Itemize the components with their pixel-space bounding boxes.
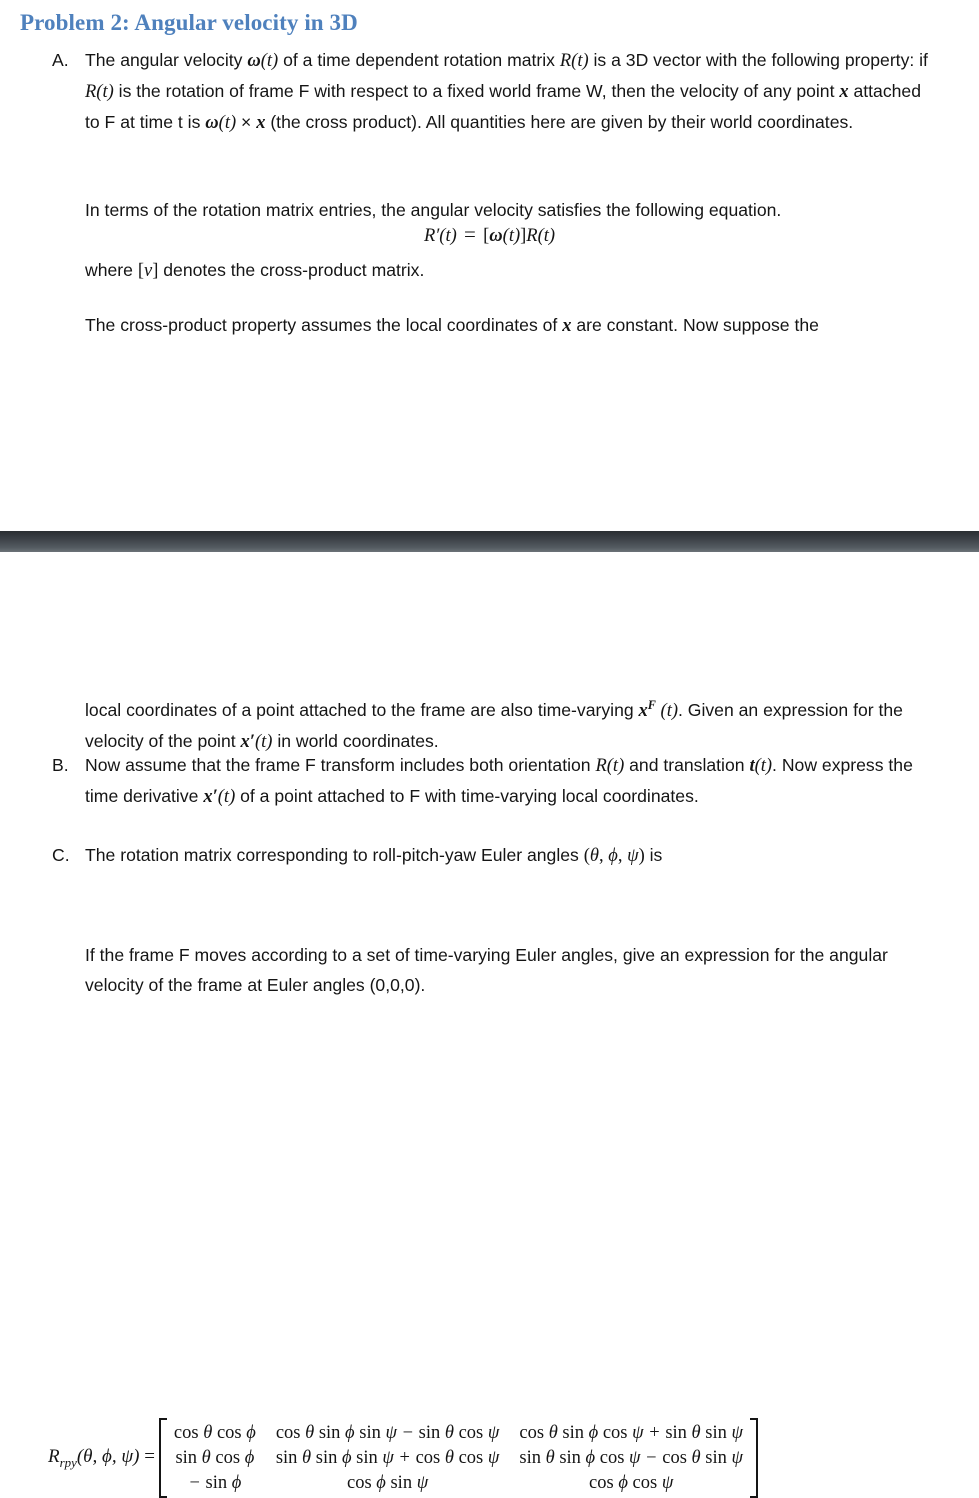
text-run: local coordinates of a point attached to the frame are also time-varying (85, 700, 639, 721)
math-of-t: (t) (754, 756, 773, 776)
text-run: Now assume that the frame F transform includes both orientation (85, 755, 596, 775)
math-omega: ω (205, 113, 219, 133)
math-x-prime-of-t: x′ (240, 732, 255, 753)
math-x: x (562, 316, 572, 336)
paragraph-a5 (85, 690, 935, 757)
text-run: The cross-product property assumes the local coordinates of (85, 315, 563, 335)
page-divider-bar (0, 531, 979, 552)
matrix-cell-r2c0: − sin ϕ (189, 1473, 242, 1493)
equation-rpy-matrix (48, 1418, 758, 1498)
bracket-open: [ (137, 261, 144, 281)
matrix-lhs: $R_{rpy}(\theta$, ϕ, ψ) = (48, 1445, 155, 1470)
matrix-grid (168, 1418, 749, 1498)
text-run: and translation (624, 755, 750, 775)
text-run: attached to F at time t is (85, 81, 921, 132)
list-marker-b: B. (52, 755, 69, 775)
text-run: where (85, 260, 138, 280)
euler-angle-tuple: (θ, ϕ, ψ) (583, 846, 645, 866)
matrix-cell-r2c1: cos ϕ sin ψ (346, 1473, 429, 1493)
text-run: of a point attached to F with time-varying local coordinates. (235, 786, 699, 806)
math-R-of-t: R(t) (85, 82, 114, 102)
paragraph-a1 (85, 45, 935, 138)
math-of-t: (t) (254, 732, 273, 753)
math-v: v (143, 261, 153, 281)
matrix-cell-r0c1: cos θ sin ϕ sin ψ − sin θ cos ψ (275, 1423, 500, 1443)
text-run: . Now express the time derivative (85, 755, 913, 806)
matrix-cell-r1c1: sin θ sin ϕ sin ψ + cos θ cos ψ (275, 1448, 500, 1468)
text-run: is a 3D vector with the following property: if (588, 50, 928, 70)
paragraph-c2: If the frame F moves according to a set of time-varying Euler angles, give an expression for the angular velocity of the frame at Euler angles (0,0,0). (85, 945, 888, 995)
matrix-cell-r2c2: cos ϕ cos ψ (589, 1473, 674, 1493)
equation-lhs: R′(t) (423, 226, 457, 246)
matrix-cell-r0c0: cos θ cos ϕ (173, 1423, 256, 1443)
math-t-vector: t (749, 756, 755, 776)
math-of-t: (t) (218, 113, 237, 133)
text-run: (the cross product). All quantities here are given by their world coordinates. (265, 112, 854, 132)
paragraph-b1 (85, 750, 935, 812)
text-run: in world coordinates. (272, 731, 439, 752)
math-of-t: (t) (217, 787, 236, 807)
paragraph-a3 (85, 255, 935, 286)
paragraph-a2: In terms of the rotation matrix entries, the angular velocity satisfies the following equation. (85, 200, 782, 220)
text-run: The angular velocity (85, 50, 248, 70)
equation-operator: = (458, 222, 482, 246)
matrix-cell-r1c0: sin θ cos ϕ (175, 1448, 255, 1468)
page-title: Problem 2: Angular velocity in 3D (20, 10, 358, 35)
text-run: is the rotation of frame F with respect to a fixed world frame W, then the velocity of any point (113, 81, 840, 101)
matrix-lhs-subscript: rpy (59, 1454, 77, 1470)
page-fragment-top (0, 0, 979, 531)
list-marker-a: A. (52, 50, 69, 70)
math-R-of-t: R(t) (595, 756, 625, 776)
matrix-right-bracket (749, 1418, 758, 1498)
text-run: × (236, 112, 257, 132)
text-run: . Given an expression for the velocity of the point (85, 700, 903, 752)
math-x: x (256, 113, 266, 133)
text-run: The rotation matrix corresponding to roll-pitch-yaw Euler angles (85, 845, 584, 865)
math-of-t: (t) (655, 701, 679, 722)
list-marker-c: C. (52, 845, 70, 865)
equation-bracket-close: ] (520, 226, 527, 246)
equation-angular-velocity (0, 222, 979, 247)
matrix-cell-r1c2: sin θ sin ϕ cos ψ − cos θ sin ψ (519, 1448, 743, 1468)
text-run: are constant. Now suppose the (571, 315, 819, 335)
page-fragment-bottom (0, 552, 979, 1493)
text-run: is (644, 845, 663, 865)
paragraph-a4 (85, 310, 935, 341)
math-x: x (839, 82, 849, 102)
math-x-superscript-F: $x^F$ (638, 698, 656, 722)
math-R-of-t: R(t) (559, 51, 589, 71)
text-run: of a time dependent rotation matrix (278, 50, 560, 70)
math-x-prime-of-t: x′ (203, 787, 218, 807)
math-of-t: (t) (260, 51, 279, 71)
matrix-cell-r0c2: cos θ sin ϕ cos ψ + sin θ sin ψ (519, 1423, 743, 1443)
paragraph-c1 (85, 840, 935, 871)
math-omega: ω (247, 51, 261, 71)
math-R-of-t: R(t) (526, 226, 556, 246)
text-run: denotes the cross-product matrix. (158, 260, 425, 280)
math-omega: ω (489, 226, 503, 246)
math-of-t: (t) (502, 226, 521, 246)
equation-bracket-open: [ (483, 226, 490, 246)
matrix-left-bracket (159, 1418, 168, 1498)
bracket-close: ] (152, 261, 159, 281)
